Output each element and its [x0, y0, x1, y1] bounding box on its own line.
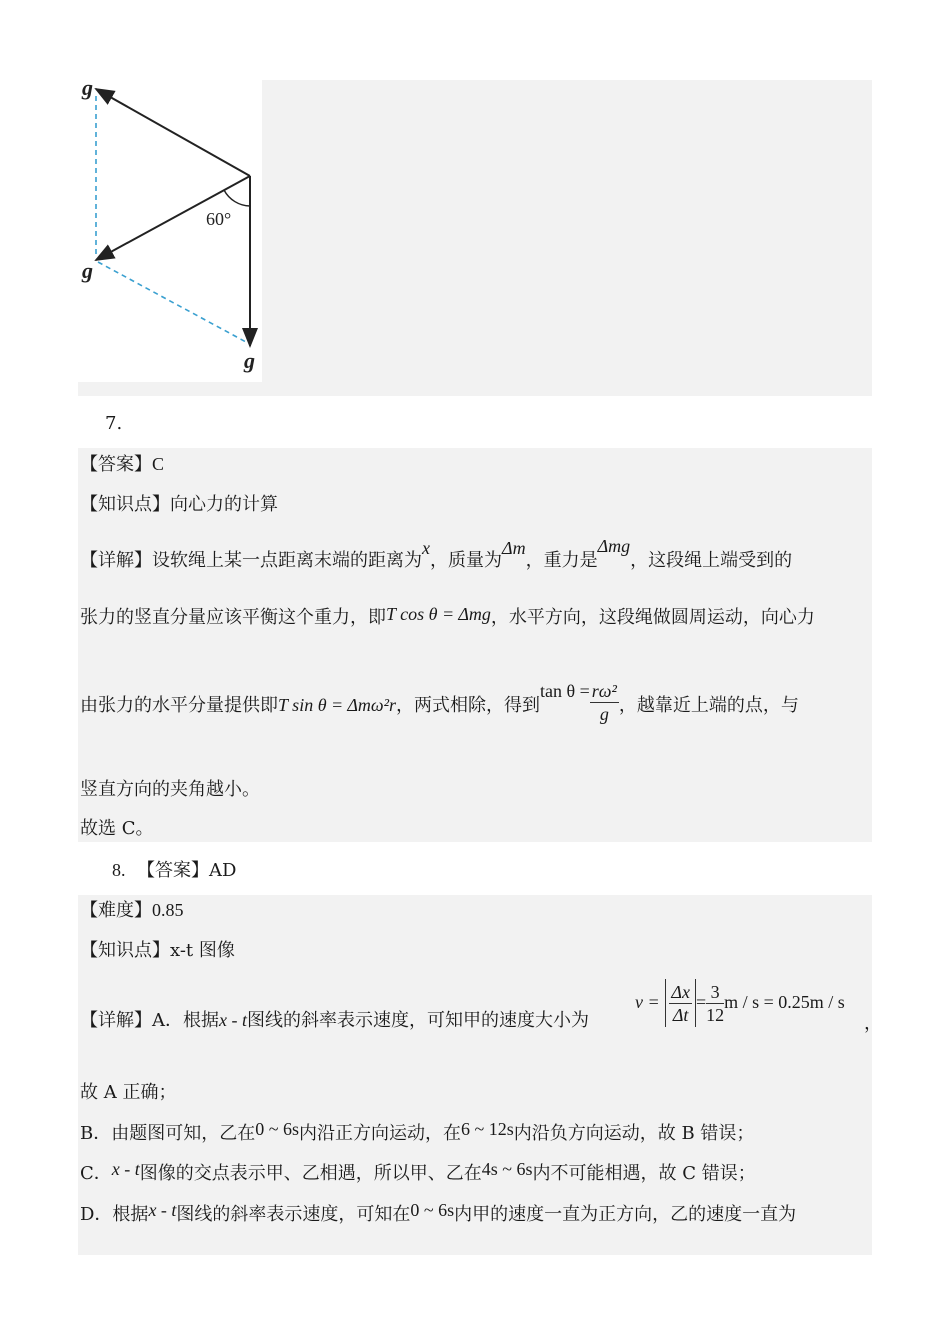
q7-detail-line-4: 竖直方向的夹角越小。: [80, 779, 260, 800]
q8-d1-xt: x - t: [219, 1010, 247, 1030]
q8-velocity-formula: [635, 978, 845, 1027]
q8-knowledge-line: [80, 939, 235, 963]
q8-d-text-c: 内甲的速度一直为正方向，乙的速度一直为: [454, 1204, 797, 1225]
q7-answer: C: [152, 454, 165, 474]
q8-b-range-1: 0 ~ 6s: [255, 1119, 299, 1139]
q8-formula-unit: m / s = 0.25m / s: [724, 992, 845, 1012]
label-g-top: g: [82, 75, 93, 100]
q7-fraction: [590, 680, 619, 725]
label-g-mid: g: [82, 258, 93, 283]
q8-formula-v: v =: [635, 992, 660, 1012]
q7-detail-line-3: [80, 680, 799, 731]
q8-c-text-b: 图像的交点表示甲、乙相遇，所以甲、乙在: [139, 1163, 482, 1184]
q8-difficulty-line: [80, 898, 184, 923]
q8-formula-12: 12: [706, 1004, 725, 1025]
q8-b-text-a: B．由题图可知，乙在: [80, 1123, 256, 1144]
q8-c-range: 4s ~ 6s: [481, 1159, 533, 1179]
q8-formula-eq: =: [695, 992, 707, 1012]
q8-c-xt: x - t: [111, 1159, 140, 1179]
q7-answer-tag: 【答案】: [80, 454, 152, 475]
q7-kp: 向心力的计算: [170, 494, 278, 515]
q8-option-d: [80, 1202, 796, 1227]
q8-b-text-c: 内沿负方向运动，故 B 错误；: [513, 1123, 755, 1144]
q7-kp-tag: 【知识点】: [80, 494, 170, 515]
q8-b-text-b: 内沿正方向运动，在: [298, 1123, 461, 1144]
q8-d-text-a: D．根据: [80, 1204, 149, 1225]
q8-header: [112, 858, 236, 883]
q7-l3-text-b: ，两式相除，得到: [396, 695, 541, 716]
q8-option-c: [80, 1161, 756, 1186]
q7-knowledge-line: [80, 493, 278, 517]
q8-b-range-2: 6 ~ 12s: [460, 1119, 514, 1139]
vector-diagram-svg: [78, 72, 268, 382]
q8-c-text-c: 内不可能相遇，故 C 错误；: [532, 1163, 756, 1184]
q8-kp-tag: 【知识点】: [80, 940, 170, 961]
q7-eq-tsin: T sin θ = Δmω²r: [278, 695, 397, 715]
q8-formula-dx: Δx: [671, 981, 690, 1002]
q7-l2-text-b: ，水平方向，这段绳做圆周运动，向心力: [490, 607, 815, 628]
q8-d-xt: x - t: [148, 1200, 177, 1220]
label-g-bottom: g: [244, 348, 255, 373]
q8-d-range: 0 ~ 6s: [410, 1200, 455, 1220]
q7-l1-text-d: ，这段绳上端受到的: [630, 550, 793, 571]
q8-d1-text-b: 图线的斜率表示速度，可知甲的速度大小为: [246, 1010, 589, 1031]
q8-detail-line-2: 故 A 正确；: [80, 1082, 177, 1103]
q8-formula-frac-1: [669, 981, 692, 1026]
q7-detail-tag: 【详解】: [80, 550, 152, 571]
q8-d1-text-a: 【详解】A．根据: [80, 1010, 219, 1031]
q8-formula-3: 3: [706, 981, 724, 1004]
q7-number: 7.: [105, 413, 123, 434]
q7-l2-text-a: 张力的竖直分量应该平衡这个重力，即: [80, 607, 386, 628]
vector-diagram: [78, 72, 268, 386]
q8-formula-frac-2: [706, 981, 724, 1026]
q8-kp: x-t 图像: [170, 940, 235, 961]
q7-detail-line-2: [80, 605, 815, 630]
q8-formula-dt: Δt: [672, 1004, 689, 1025]
q7-var-x: x: [422, 538, 430, 558]
q8-d1-end: ，: [864, 1013, 882, 1034]
q7-l1-text-b: ，质量为: [430, 550, 502, 571]
q8-diff-tag: 【难度】: [80, 900, 152, 921]
q8-c-text-a: C．: [80, 1163, 112, 1184]
q7-fraction-num: rω²: [591, 680, 617, 701]
q7-eq-tcos: T cos θ = Δmg: [386, 604, 491, 624]
q7-l1-text-a: 设软绳上某一点距离末端的距离为: [152, 550, 422, 571]
q8-d-text-b: 图线的斜率表示速度，可知在: [176, 1204, 411, 1225]
q7-eq-tan: tan θ =: [540, 681, 590, 701]
q7-detail-line-5: 故选 C。: [80, 818, 154, 839]
q8-number: 8.: [112, 860, 126, 880]
q7-detail-line-1: [80, 536, 793, 573]
q8-detail-line-1: [80, 1008, 589, 1033]
q7-l1-text-c: ，重力是: [525, 550, 598, 571]
q7-l3-text-a: 由张力的水平分量提供即: [80, 695, 278, 716]
q7-fraction-den: g: [599, 703, 609, 724]
q7-answer-line: [80, 452, 164, 477]
q7-var-dmg: Δmg: [597, 536, 631, 556]
q8-option-b: [80, 1121, 754, 1146]
q8-answer: 【答案】AD: [136, 860, 237, 881]
angle-label: 60°: [206, 209, 232, 229]
q8-formula-abs: [665, 979, 696, 1027]
q8-diff: 0.85: [152, 900, 184, 920]
q7-l3-text-c: ，越靠近上端的点，与: [618, 695, 799, 716]
q7-var-dm: Δm: [502, 538, 526, 558]
